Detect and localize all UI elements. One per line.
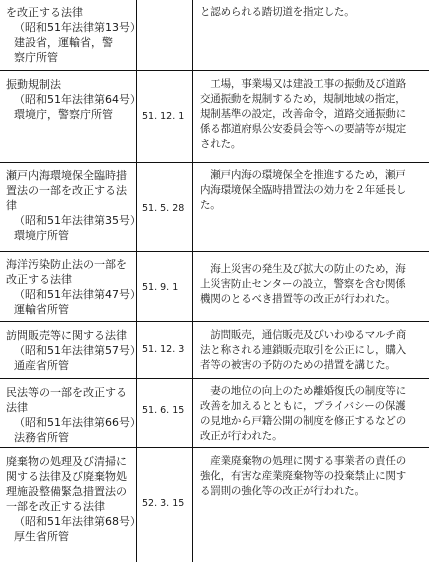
law-title-line-2: 置法の一部を改正する法 <box>6 184 127 197</box>
law-title-line-3: 律 <box>6 199 17 212</box>
content-cell <box>193 71 429 162</box>
date-text: 51. 5. 28 <box>142 203 185 214</box>
table-row <box>0 379 429 448</box>
law-agency: 運輸省所管 <box>14 303 69 316</box>
law-name-cell <box>0 379 141 447</box>
content-cell <box>193 163 429 251</box>
law-agency: 建設省，運輸省，警 察庁所管 <box>14 36 113 64</box>
law-title-line-1: 廃棄物の処理及び清掃に <box>6 455 127 468</box>
table-row <box>0 252 429 322</box>
law-title: 訪問販売等に関する法律 <box>6 329 127 342</box>
content-text: 瀬戸内海の環境保全を推進するため，瀬戸 内海環境保全臨時措置法の効力を２年延長し た。 <box>200 169 406 211</box>
date-text: 51. 6. 15 <box>142 405 185 416</box>
law-name-cell <box>0 71 141 162</box>
content-cell <box>193 322 429 378</box>
content-text: 海上災害の発生及び拡大の防止のため，海 上災害防止センターの設立，警察を含む関係 機関のとるべき措置等の改正が行われた。 <box>200 263 406 305</box>
law-number: （昭和51年法律第47号） <box>14 288 141 301</box>
table-row <box>0 71 429 163</box>
law-title-line-2: 法律 <box>6 401 28 414</box>
content-text: 妻の地位の向上のため離婚復氏の制度等に 改善を加えるとともに，プライバシーの保護 の見地から戸籍公開の制度を修正するなどの 改正が行われた。 <box>200 385 406 442</box>
law-title-line-1: 民法等の一部を改正する <box>6 386 127 399</box>
date-cell <box>137 71 193 162</box>
content-text: と認められる踏切道を指定した。 <box>200 6 355 18</box>
date-cell <box>137 0 193 70</box>
law-title-line-1: 海洋汚染防止法の一部を <box>6 258 127 271</box>
law-number: （昭和51年法律第66号） <box>14 416 141 429</box>
content-cell <box>193 379 429 447</box>
law-name-cell <box>0 163 141 251</box>
law-agency: 環境庁，警察庁所管 <box>14 108 113 121</box>
law-number: （昭和51年法律第57号） <box>14 344 141 357</box>
law-number: （昭和51年法律第68号） <box>14 515 141 528</box>
date-cell <box>137 322 193 378</box>
date-text: 51. 9. 1 <box>142 282 179 293</box>
law-number: （昭和51年法律第35号） <box>14 214 141 227</box>
law-name-cell <box>0 252 141 321</box>
law-name-cell <box>0 322 141 378</box>
law-name-cell <box>0 448 141 562</box>
law-agency: 法務省所管 <box>14 431 69 444</box>
law-title-line-2: 改正する法律 <box>6 273 72 286</box>
law-agency: 環境庁所管 <box>14 229 69 242</box>
content-text: 訪問販売，通信販売及びいわゆるマルチ商 法と称される連鎖販売取引を公正にし，購入 者等の被害の予防のための措置を講じた。 <box>200 329 406 371</box>
table-row <box>0 0 429 71</box>
date-text: 52. 3. 15 <box>142 498 185 509</box>
law-title: を改正する法律 <box>6 6 83 19</box>
law-title-line-2: 関する法律及び廃棄物処 <box>6 470 127 483</box>
content-cell <box>193 0 429 70</box>
table-row <box>0 163 429 252</box>
law-title-line-4: 一部を改正する法律 <box>6 500 105 513</box>
law-number: （昭和51年法律第64号） <box>14 93 141 106</box>
law-number: （昭和51年法律第13号） <box>14 21 141 34</box>
law-name-cell <box>0 0 141 70</box>
content-cell <box>193 252 429 321</box>
law-title: 振動規制法 <box>6 78 61 91</box>
law-title-line-3: 理施設整備緊急措置法の <box>6 485 127 498</box>
content-cell <box>193 448 429 562</box>
date-cell <box>137 163 193 251</box>
date-text: 51. 12. 1 <box>142 111 185 122</box>
table-row <box>0 448 429 562</box>
law-agency: 通産省所管 <box>14 359 69 372</box>
law-title-line-1: 瀬戸内海環境保全臨時措 <box>6 169 127 182</box>
content-text: 産業廃棄物の処理に関する事業者の責任の 強化，有害な産業廃棄物等の投棄禁止に関す る罰則の強化等の改正が行われた。 <box>200 455 406 497</box>
law-agency: 厚生省所管 <box>14 530 69 543</box>
date-cell <box>137 252 193 321</box>
date-cell <box>137 448 193 562</box>
date-text: 51. 12. 3 <box>142 344 185 355</box>
content-text: 工場，事業場又は建設工事の振動及び道路 交通振動を規制するため，規制地域の指定， 規制基準の設定，改善命令，道路交通振動に 係る都道府県公安委員会等への要請等が規定 された。 <box>200 78 406 150</box>
table-row <box>0 322 429 379</box>
date-cell <box>137 379 193 447</box>
